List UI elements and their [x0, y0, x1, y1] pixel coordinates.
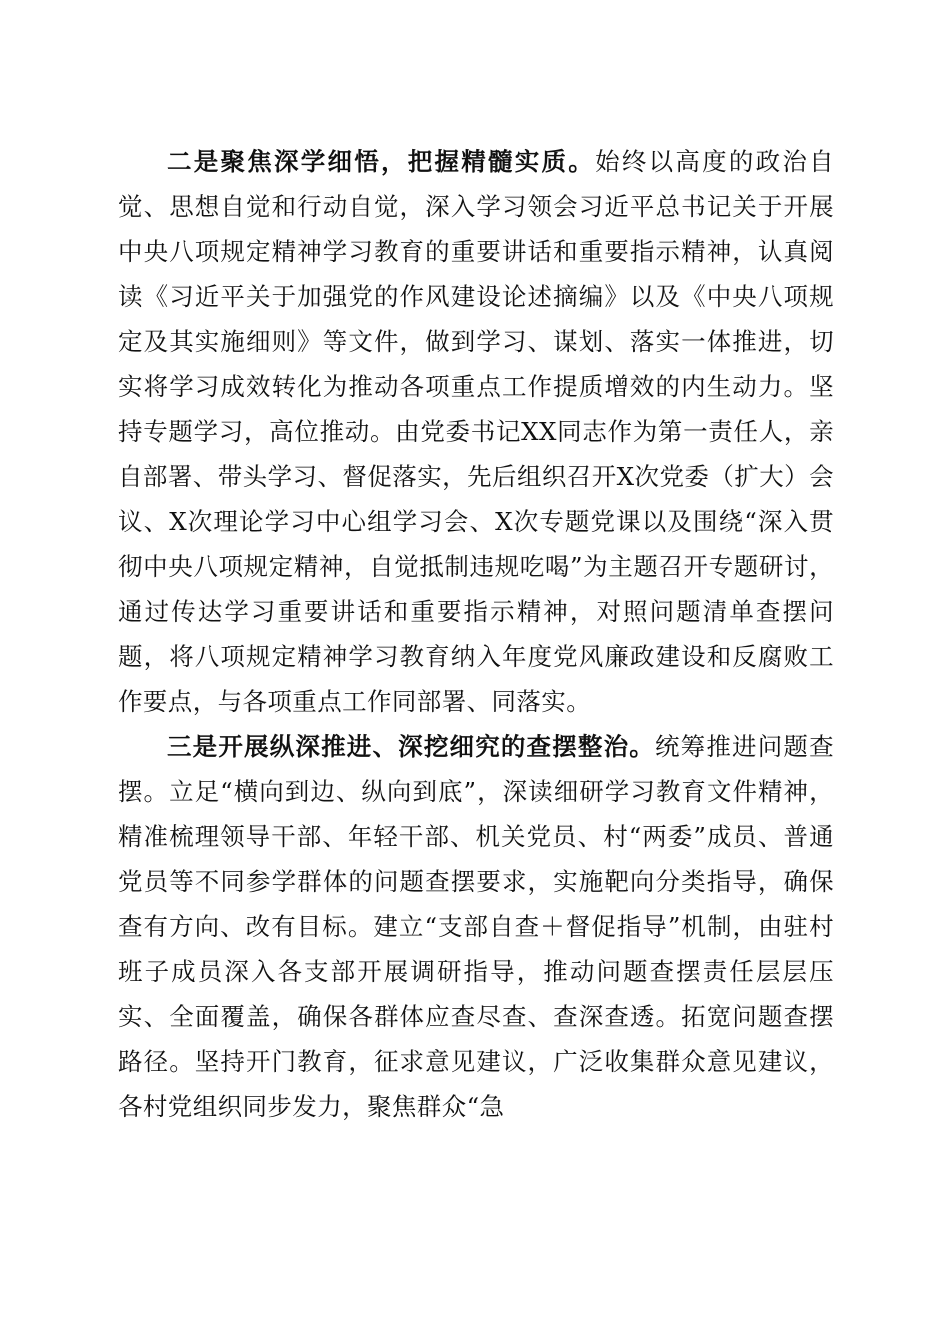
paragraph-lead-heading: 三是开展纵深推进、深挖细究的查摆整治。 — [167, 732, 655, 761]
paragraph-body-text: 统筹推进问题查摆。立足“横向到边、纵向到底”，深读细研学习教育文件精神，精准梳理领导干部、年轻干部、机关党员、村“两委”成员、普通党员等不同参学群体的问题查摆要求，实施靶向分类指导，确保查有方向、改有目标。建立“支部自查＋督促指导”机制，由驻村班子成员深入各支部开展调研指导，推动问题查摆责任层层压实、全面覆盖，确保各群体应查尽查、查深查透。拓宽问题查摆路径。坚持开门教育，征求意见建议，广泛收集群众意见建议，各村党组织同步发力，聚焦群众“急 — [118, 732, 834, 1121]
paragraph-rectification — [118, 724, 834, 1129]
paragraph-body-text: 始终以高度的政治自觉、思想自觉和行动自觉，深入学习领会习近平总书记关于开展中央八项规定精神学习教育的重要讲话和重要指示精神，认真阅读《习近平关于加强党的作风建设论述摘编》以及《中央八项规定及其实施细则》等文件，做到学习、谋划、落实一体推进，切实将学习成效转化为推动各项重点工作提质增效的内生动力。坚持专题学习，高位推动。由党委书记XX同志作为第一责任人，亲自部署、带头学习、督促落实，先后组织召开X次党委（扩大）会议、X次理论学习中心组学习会、X次专题党课以及围绕“深入贯彻中央八项规定精神，自觉抵制违规吃喝”为主题召开专题研讨，通过传达学习重要讲话和重要指示精神，对照问题清单查摆问题，将八项规定精神学习教育纳入年度党风廉政建设和反腐败工作要点，与各项重点工作同部署、同落实。 — [118, 147, 834, 716]
paragraph-focus-study — [118, 139, 834, 724]
document-body — [118, 139, 834, 1129]
paragraph-lead-heading: 二是聚焦深学细悟，把握精髓实质。 — [167, 147, 596, 176]
